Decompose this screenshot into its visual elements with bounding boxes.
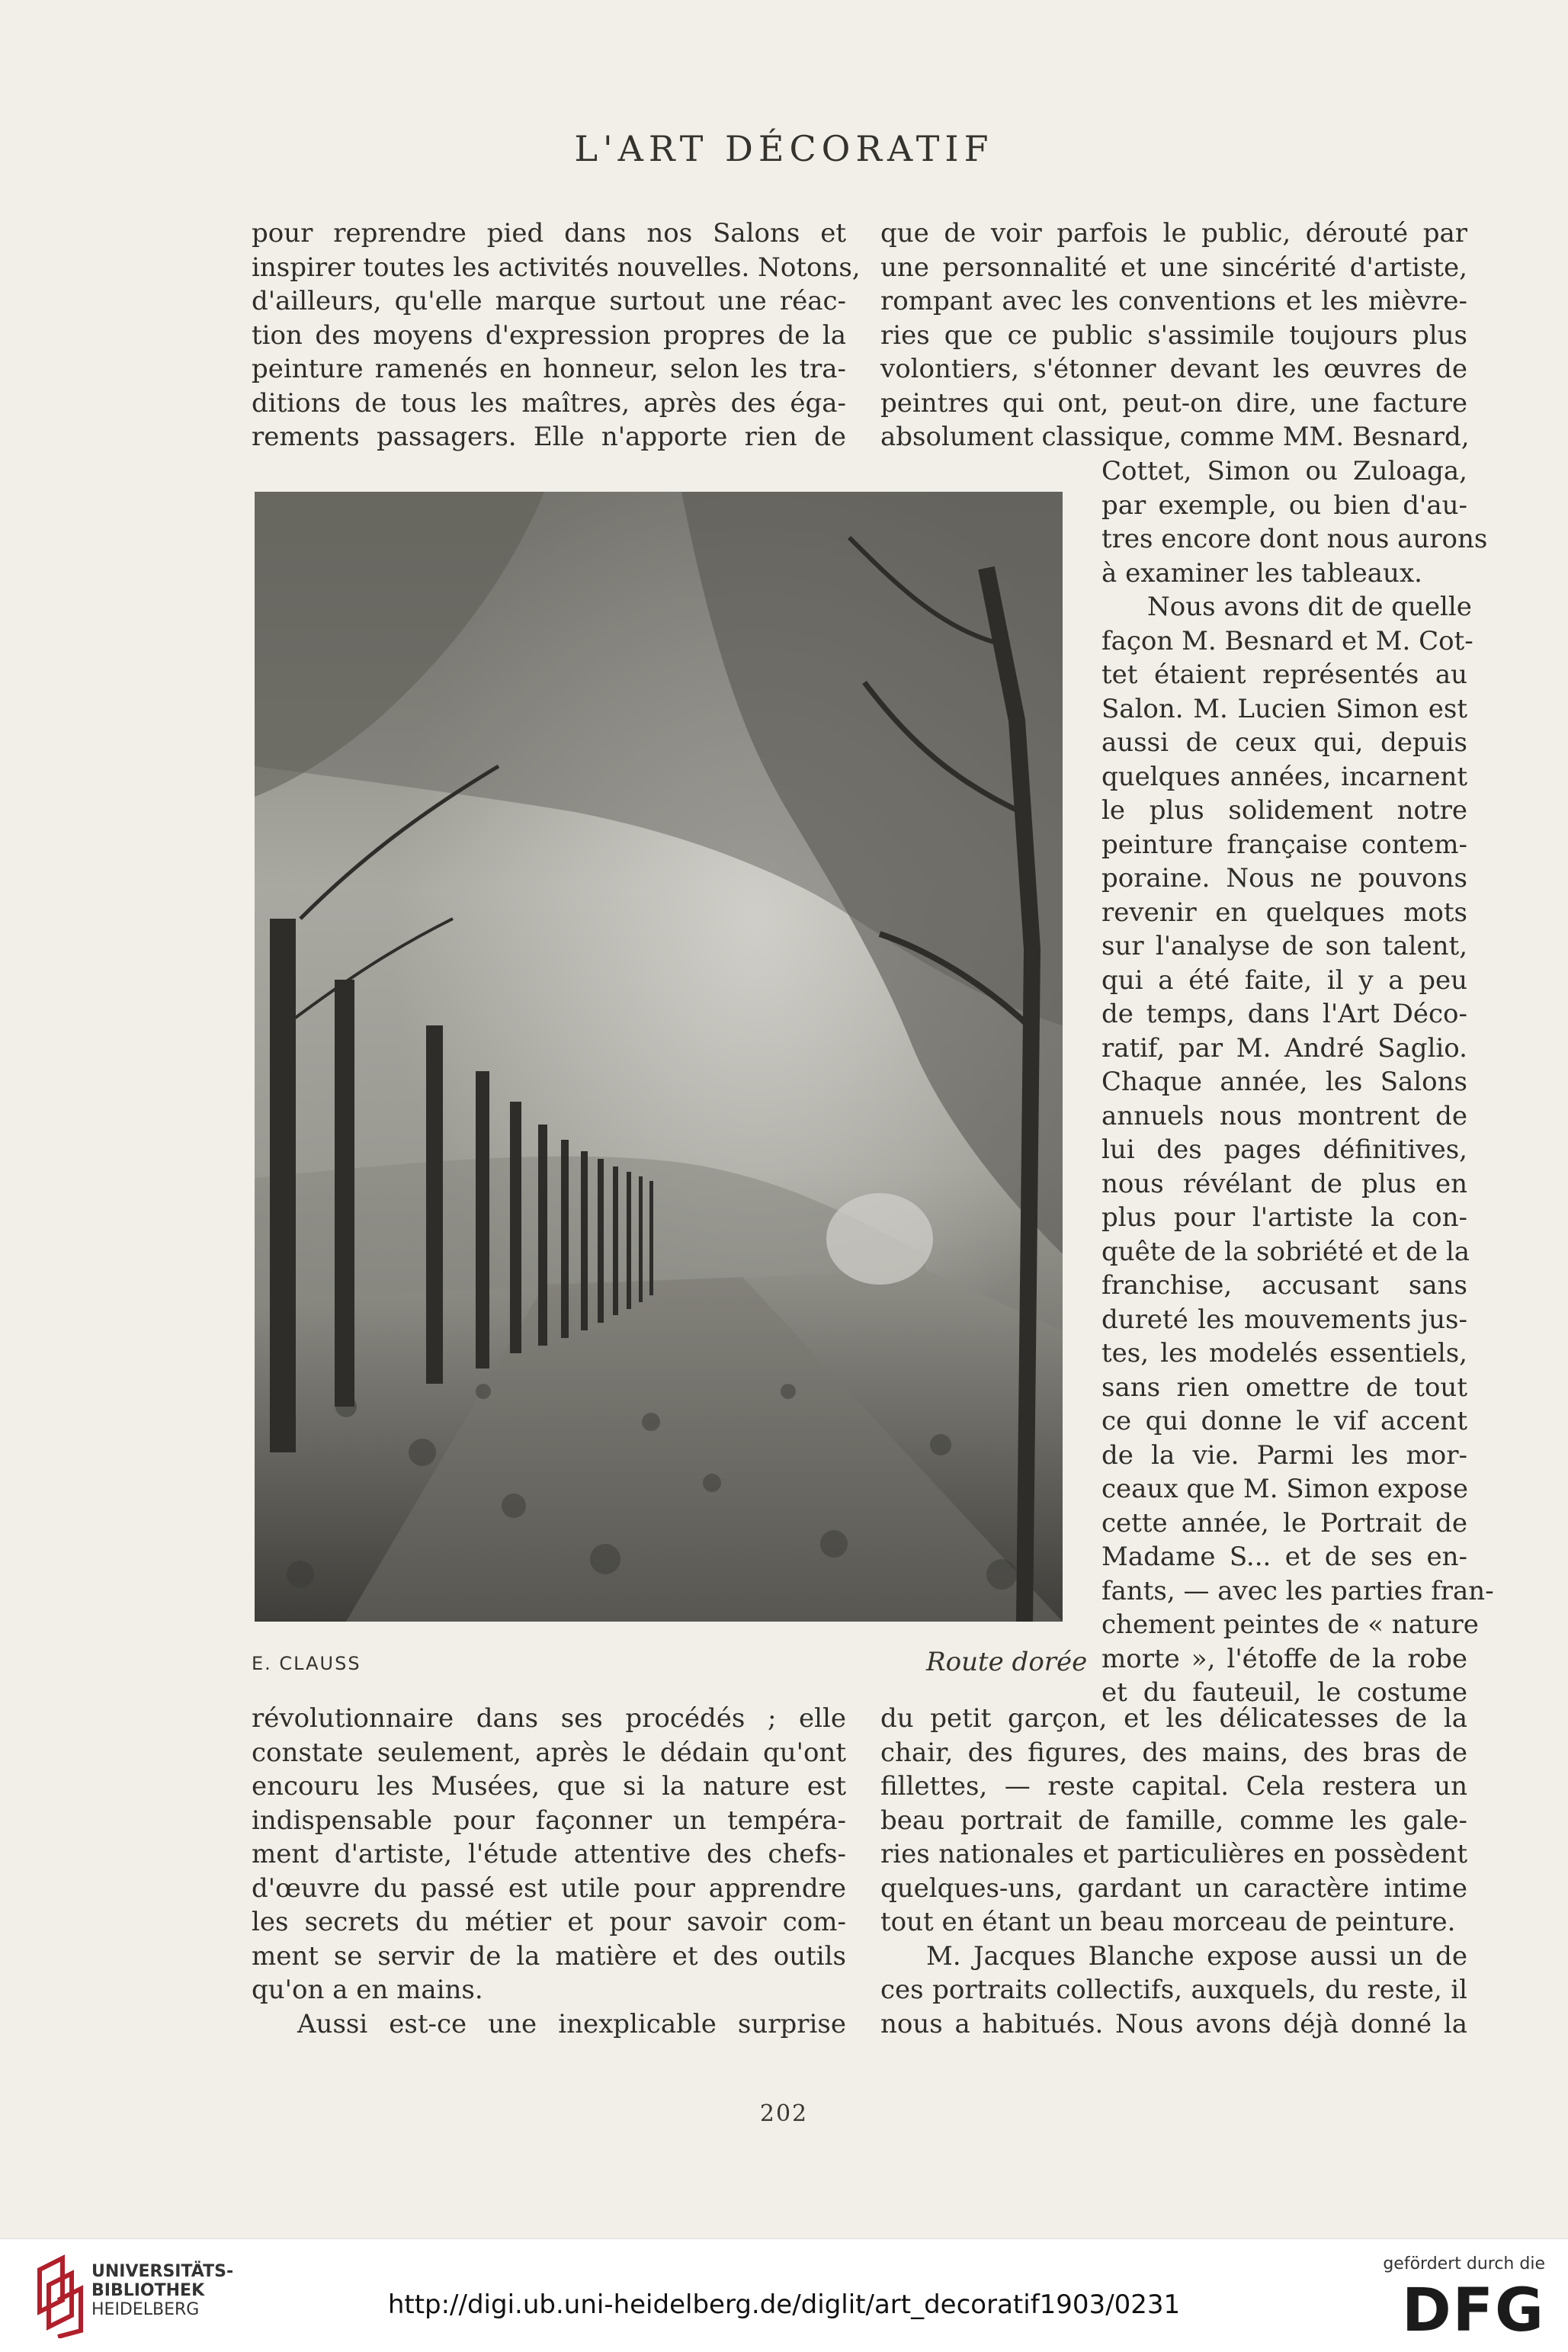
figure-caption-title: Route dorée xyxy=(926,1647,1088,1677)
route-doree-painting xyxy=(255,492,1063,1622)
permalink-url[interactable]: http://digi.ub.uni-heidelberg.de/diglit/art_decoratif1903/0231 xyxy=(387,2289,1181,2320)
text-line: ries nationales et particulières en possèdent xyxy=(880,1839,1467,1869)
text-line: ceaux que M. Simon expose xyxy=(1101,1474,1469,1504)
text-line: annuels nous montrent de xyxy=(1101,1100,1467,1131)
text-line: morte », l'étoffe de la robe xyxy=(1101,1643,1467,1674)
text-line: une personnalité et une sincérité d'artiste, xyxy=(880,252,1467,283)
text-line: pour reprendre pied dans nos Salons et xyxy=(252,218,846,249)
text-line: fillettes, — reste capital. Cela restera un xyxy=(880,1771,1467,1802)
text-line: sur l'analyse de son talent, xyxy=(1101,931,1467,961)
text-line: que de voir parfois le public, dérouté par xyxy=(880,218,1467,249)
text-line: nous révélant de plus en xyxy=(1101,1168,1467,1199)
text-column-left-bottom xyxy=(252,1702,846,2041)
text-line: encouru les Musées, que si la nature est xyxy=(252,1771,846,1802)
text-line: par exemple, ou bien d'au- xyxy=(1101,489,1467,521)
text-line: façon M. Besnard et M. Cot- xyxy=(1101,625,1473,656)
text-line: ces portraits collectifs, auxquels, du reste, il xyxy=(880,1975,1467,2005)
text-line: absolument classique, comme MM. Besnard, xyxy=(880,422,1470,452)
text-line: peinture ramenés en honneur, selon les tra- xyxy=(252,354,846,384)
text-line: plus pour l'artiste la con- xyxy=(1101,1202,1467,1233)
text-line: tres encore dont nous aurons xyxy=(1101,524,1488,554)
text-line: peinture française contem- xyxy=(1101,829,1467,860)
text-line: ries que ce public s'assimile toujours plus xyxy=(880,319,1467,351)
text-line: sans rien omettre de tout xyxy=(1101,1372,1467,1403)
funding-note: gefördert durch die xyxy=(1383,2254,1545,2273)
text-line: inspirer toutes les activités nouvelles. Notons, xyxy=(252,252,861,283)
text-line: et du fauteuil, le costume xyxy=(1101,1677,1467,1708)
text-line: le plus solidement notre xyxy=(1101,795,1467,826)
text-line: d'œuvre du passé est utile pour apprendre xyxy=(252,1872,846,1904)
figure-caption-artist: E. CLAUSS xyxy=(252,1653,361,1674)
text-column-right-bottom xyxy=(880,1702,1467,2041)
text-line: lui des pages définitives, xyxy=(1101,1134,1467,1165)
text-line: Cottet, Simon ou Zuloaga, xyxy=(1101,456,1467,486)
text-line: quelques-uns, gardant un caractère intime xyxy=(880,1872,1467,1904)
text-line: M. Jacques Blanche expose aussi un de xyxy=(926,1940,1467,1972)
text-line: quelques années, incarnent xyxy=(1101,761,1467,792)
text-line: beau portrait de famille, comme les gale- xyxy=(880,1805,1467,1836)
text-line: peintres qui ont, peut-on dire, une facture xyxy=(880,387,1467,419)
text-line: cette année, le Portrait de xyxy=(1101,1507,1467,1539)
text-line: Chaque année, les Salons xyxy=(1101,1067,1467,1097)
library-name-line2: BIBLIOTHEK xyxy=(91,2281,205,2300)
text-line: volontiers, s'étonner devant les œuvres de xyxy=(880,354,1467,384)
text-line: fants, — avec les parties fran- xyxy=(1101,1575,1494,1606)
text-line: tes, les modelés essentiels, xyxy=(1101,1338,1467,1369)
text-line: poraine. Nous ne pouvons xyxy=(1101,863,1467,894)
text-line: constate seulement, après le dédain qu'ont xyxy=(252,1737,846,1768)
text-line: ditions de tous les maîtres, après des éga- xyxy=(252,387,846,419)
text-line: ment se servir de la matière et des outils xyxy=(252,1940,846,1972)
text-line: tet étaient représentés au xyxy=(1101,659,1467,690)
text-line: ce qui donne le vif accent xyxy=(1101,1406,1467,1436)
library-name-line3: HEIDELBERG xyxy=(91,2300,200,2319)
text-column-right-top xyxy=(880,217,1470,454)
text-line: qui a été faite, il y a peu xyxy=(1101,964,1467,996)
library-name-line1: UNIVERSITÄTS- xyxy=(91,2262,234,2281)
text-line: rements passagers. Elle n'apporte rien de xyxy=(252,422,846,452)
text-line: Aussi est-ce une inexplicable surprise xyxy=(297,2008,846,2039)
text-line: révolutionnaire dans ses procédés ; elle xyxy=(252,1703,846,1734)
running-head: L'ART DÉCORATIF xyxy=(574,128,994,169)
text-line: dureté les mouvements jus- xyxy=(1101,1304,1467,1335)
painting-illustration xyxy=(255,492,1063,1622)
text-line: ment d'artiste, l'étude attentive des chefs- xyxy=(252,1839,846,1869)
text-line: quête de la sobriété et de la xyxy=(1101,1236,1470,1267)
text-line: à examiner les tableaux. xyxy=(1101,557,1422,589)
text-line: du petit garçon, et les délicatesses de la xyxy=(880,1703,1467,1734)
text-line: aussi de ceux qui, depuis xyxy=(1101,727,1467,758)
text-line: revenir en quelques mots xyxy=(1101,897,1467,928)
text-line: d'ailleurs, qu'elle marque surtout une réac- xyxy=(252,286,846,316)
text-line: Nous avons dit de quelle xyxy=(1147,592,1472,622)
text-line: Madame S... et de ses en- xyxy=(1101,1542,1467,1572)
text-line: rompant avec les conventions et les mièvre- xyxy=(880,286,1467,316)
text-line: nous a habitués. Nous avons déjà donné la xyxy=(880,2008,1467,2039)
text-column-right-narrow xyxy=(1101,454,1494,1710)
text-line: tout en étant un beau morceau de peinture. xyxy=(880,1907,1456,1937)
text-line: chair, des figures, des mains, des bras de xyxy=(880,1737,1467,1768)
text-line: Salon. M. Lucien Simon est xyxy=(1101,693,1467,724)
text-line: qu'on a en mains. xyxy=(252,1975,483,2005)
text-line: franchise, accusant sans xyxy=(1101,1270,1467,1301)
text-line: tion des moyens d'expression propres de la xyxy=(252,319,846,351)
text-line: ratif, par M. André Saglio. xyxy=(1101,1032,1467,1064)
footer-bar xyxy=(0,2238,1568,2352)
text-line: les secrets du métier et pour savoir com- xyxy=(252,1907,846,1937)
text-line: de temps, dans l'Art Déco- xyxy=(1101,999,1467,1029)
text-line: indispensable pour façonner un tempéra- xyxy=(252,1805,846,1836)
text-line: de la vie. Parmi les mor- xyxy=(1101,1439,1467,1471)
text-line: chement peintes de « nature xyxy=(1101,1609,1479,1640)
text-column-left-top xyxy=(252,217,861,454)
page-number: 202 xyxy=(759,2100,809,2127)
dfg-logo: DFG xyxy=(1401,2277,1545,2345)
